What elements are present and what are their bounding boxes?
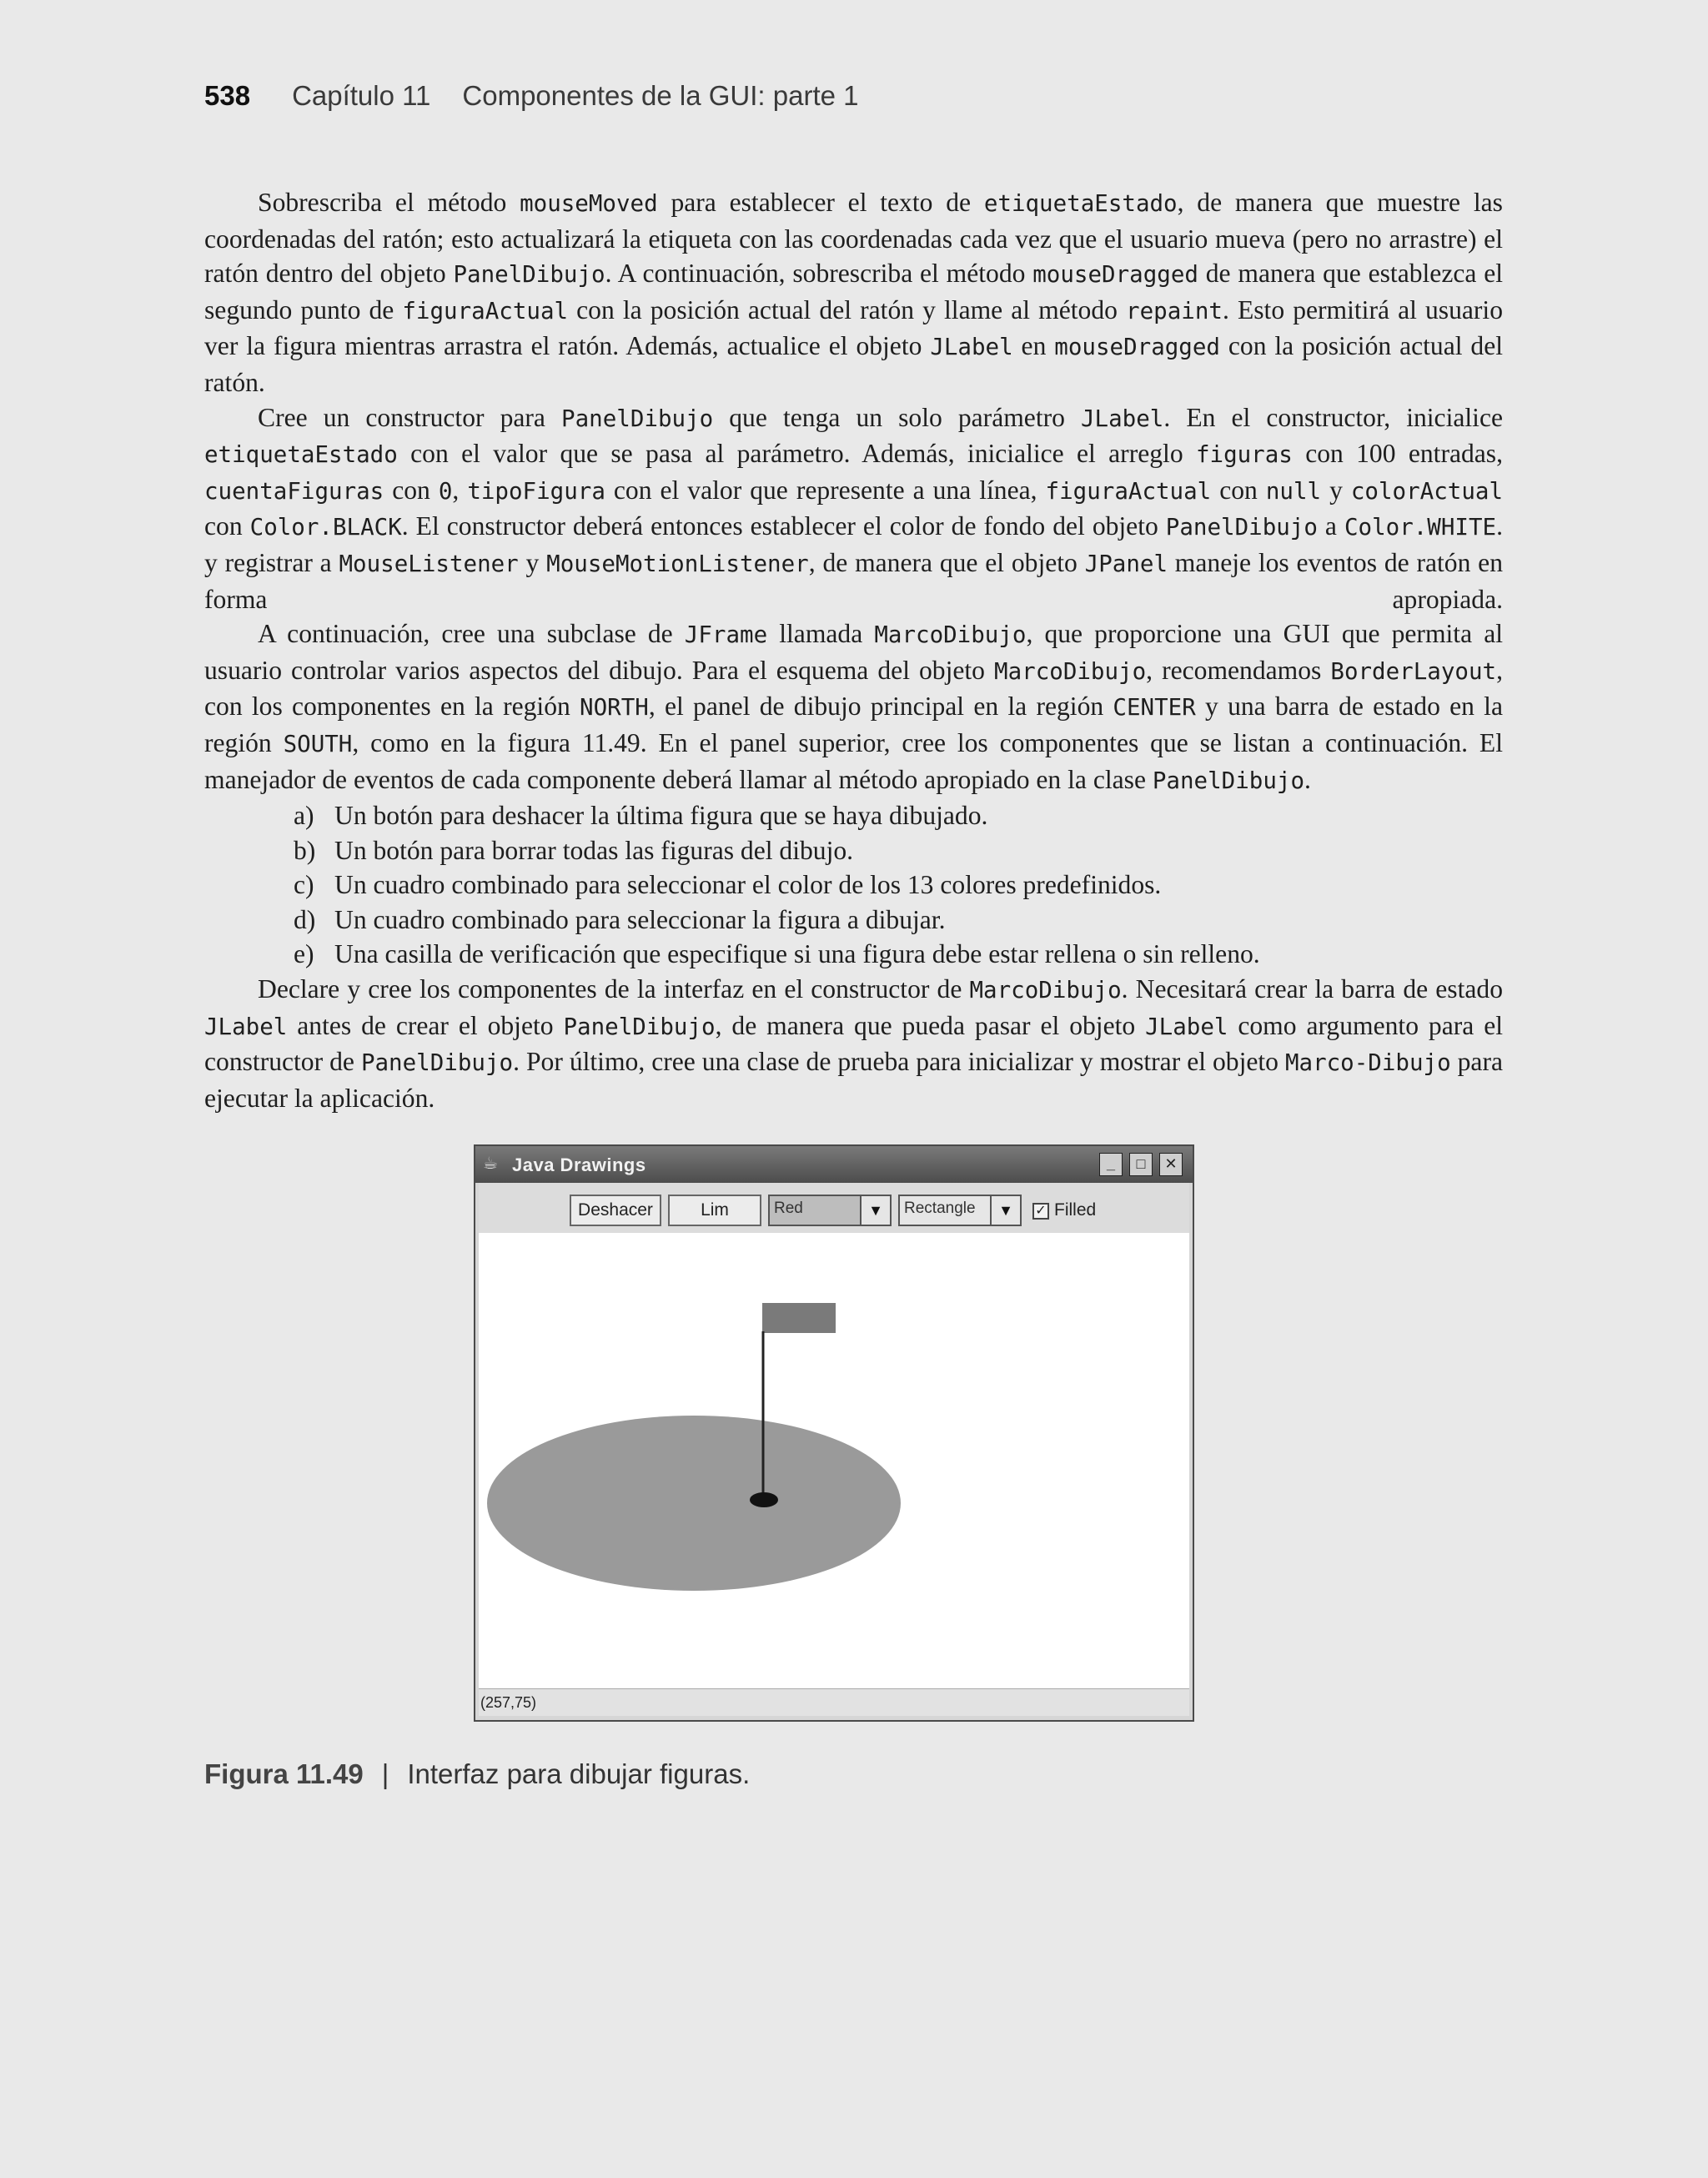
code-term: PanelDibujo [561, 405, 714, 432]
undo-button[interactable]: Deshacer [570, 1195, 661, 1226]
code-term: MarcoDibujo [969, 977, 1122, 1004]
code-term: CENTER [1113, 694, 1196, 722]
toolbar-panel [479, 1183, 1189, 1233]
code-term: null [1265, 477, 1322, 505]
code-term: MouseMotionListener [546, 550, 809, 577]
drawing-canvas[interactable] [479, 1233, 1189, 1688]
list-item: b) Un botón para borrar todas las figuras del dibujo. [294, 835, 854, 865]
close-button[interactable] [1159, 1153, 1183, 1176]
close-icon: ✕ [1164, 1155, 1178, 1172]
code-term: Marco-Dibujo [1284, 1049, 1451, 1077]
code-term: JLabel [1145, 1013, 1228, 1040]
code-term: JLabel [204, 1013, 288, 1040]
code-term: SOUTH [283, 730, 353, 757]
list-item: c) Un cuadro combinado para seleccionar el color de los 13 colores predefinidos. [294, 870, 1162, 900]
code-term: figuraActual [1045, 477, 1212, 505]
code-term: Color.WHITE [1344, 514, 1497, 541]
code-term: cuentaFiguras [204, 477, 384, 505]
list-item: a) Un botón para deshacer la última figura que se haya dibujado. [294, 801, 988, 831]
code-term: etiquetaEstado [983, 190, 1178, 217]
code-term: JPanel [1084, 550, 1168, 577]
chapter-title: Componentes de la GUI: parte 1 [462, 80, 859, 111]
code-term: PanelDibujo [1152, 767, 1304, 794]
code-term: PanelDibujo [453, 261, 605, 289]
window-titlebar[interactable] [475, 1146, 1193, 1183]
code-term: mouseDragged [1054, 334, 1220, 361]
code-term: Color.BLACK [249, 514, 402, 541]
code-term: JFrame [684, 621, 768, 649]
code-term: NORTH [580, 694, 649, 722]
caption-text: Interfaz para dibujar figuras. [407, 1758, 751, 1789]
code-term: MarcoDibujo [874, 621, 1027, 649]
paragraph-2: Cree un constructor para PanelDibujo que tenga un solo parámetro JLabel. En el constructor, inicialice etiquetaEstado con el valor que se pasa al parámetro. Además, inicialice el arreglo figuras con 100 entradas, cuentaFiguras con 0, tipoFigura con el valor que represente a una línea, figuraActual con null y colorActual con Color.BLACK. El constructor deberá entonces establecer el color de fondo del objeto PanelDibujo a Color.WHITE. y registrar a MouseListener y MouseMotionListener, de manera que el objeto JPanel maneje los eventos de ratón en forma apropiada. [204, 402, 1504, 614]
minimize-button[interactable] [1099, 1153, 1123, 1176]
caption-separator: | [381, 1758, 389, 1789]
code-term: PanelDibujo [563, 1013, 716, 1040]
hole-oval-shape [750, 1492, 778, 1507]
code-term: colorActual [1350, 477, 1503, 505]
code-term: MouseListener [339, 550, 519, 577]
java-drawings-window [474, 1144, 1194, 1722]
chapter-label: Capítulo 11 [292, 80, 431, 111]
green-oval-shape [487, 1416, 901, 1591]
code-term: mouseMoved [520, 190, 658, 217]
flag-rectangle-shape [762, 1303, 836, 1333]
list-item: d) Un cuadro combinado para seleccionar la figura a dibujar. [294, 904, 946, 934]
drawing-svg [479, 1233, 1193, 1688]
code-term: JLabel [1081, 405, 1164, 432]
shape-combo[interactable] [898, 1195, 1022, 1226]
page-number: 538 [204, 80, 251, 111]
code-term: mouseDragged [1032, 261, 1198, 289]
page-header [204, 80, 859, 112]
paragraph-4: Declare y cree los componentes de la interfaz en el constructor de MarcoDibujo. Necesitará crear la barra de estado JLabel antes de crear el objeto PanelDibujo, de manera que pueda pasar el objeto JLabel como argumento para el constructor de PanelDibujo. Por último, cree una clase de prueba para inicializar y mostrar el objeto Marco-Dibujo para ejecutar la aplicación. [204, 974, 1503, 1113]
code-term: tipoFigura [467, 477, 605, 505]
color-combo[interactable] [768, 1195, 892, 1226]
java-cup-icon: ☕ [483, 1154, 498, 1173]
check-icon: ✓ [1035, 1204, 1047, 1218]
code-term: MarcoDibujo [994, 657, 1147, 685]
code-term: figuraActual [402, 297, 569, 324]
code-term: 0 [438, 477, 453, 505]
code-term: PanelDibujo [360, 1049, 514, 1077]
paragraph-1: Sobrescriba el método mouseMoved para establecer el texto de etiquetaEstado, de manera que muestre las coordenadas del ratón; esto actualizará la etiqueta con las coordenadas cada vez que el usuario mueva (pero no arrastre) el ratón dentro del objeto PanelDibujo. A continuación, sobrescriba el método mouseDragged de manera que establezca el segundo punto de figuraActual con la posición actual del ratón y llame al método repaint. Esto permitirá al usuario ver la figura mientras arrastra el ratón. Además, actualice el objeto JLabel en mouseDragged con la posición actual del ratón. [204, 188, 1504, 397]
filled-checkbox[interactable] [1032, 1203, 1049, 1220]
code-term: BorderLayout [1330, 657, 1497, 685]
code-term: figuras [1195, 441, 1293, 469]
chevron-down-icon[interactable]: ▼ [990, 1196, 1020, 1225]
maximize-button[interactable] [1129, 1153, 1153, 1176]
clear-button[interactable]: Lim [668, 1195, 761, 1226]
filled-label: Filled [1054, 1200, 1097, 1220]
minimize-icon: _ [1106, 1155, 1115, 1172]
color-combo-value: Red [774, 1200, 803, 1217]
figure-caption [204, 1758, 750, 1790]
chevron-down-icon[interactable]: ▼ [860, 1196, 890, 1225]
list-item: e) Una casilla de verificación que especifique si una figura debe estar rellena o sin relleno. [294, 939, 1260, 969]
window-title: Java Drawings [512, 1154, 646, 1175]
paragraph-3: A continuación, cree una subclase de JFrame llamada MarcoDibujo, que proporcione una GUI que permita al usuario controlar varios aspectos del dibujo. Para el esquema del objeto MarcoDibujo, recomendamos BorderLayout, con los componentes en la región NORTH, el panel de dibujo principal en la región CENTER y una barra de estado en la región SOUTH, como en la figura 11.49. En el panel superior, cree los componentes que se listan a continuación. El manejador de eventos de cada componente deberá llamar al método apropiado en la clase PanelDibujo. [204, 619, 1503, 794]
shape-combo-value: Rectangle [904, 1200, 976, 1217]
code-term: repaint [1126, 297, 1223, 324]
code-term: JLabel [930, 334, 1013, 361]
code-term: PanelDibujo [1165, 514, 1318, 541]
maximize-icon: □ [1136, 1155, 1146, 1172]
status-label: (257,75) [479, 1688, 1189, 1716]
component-list [204, 798, 1503, 972]
figure-number: Figura 11.49 [204, 1758, 364, 1789]
body-text [204, 185, 1503, 1115]
code-term: etiquetaEstado [204, 441, 398, 469]
